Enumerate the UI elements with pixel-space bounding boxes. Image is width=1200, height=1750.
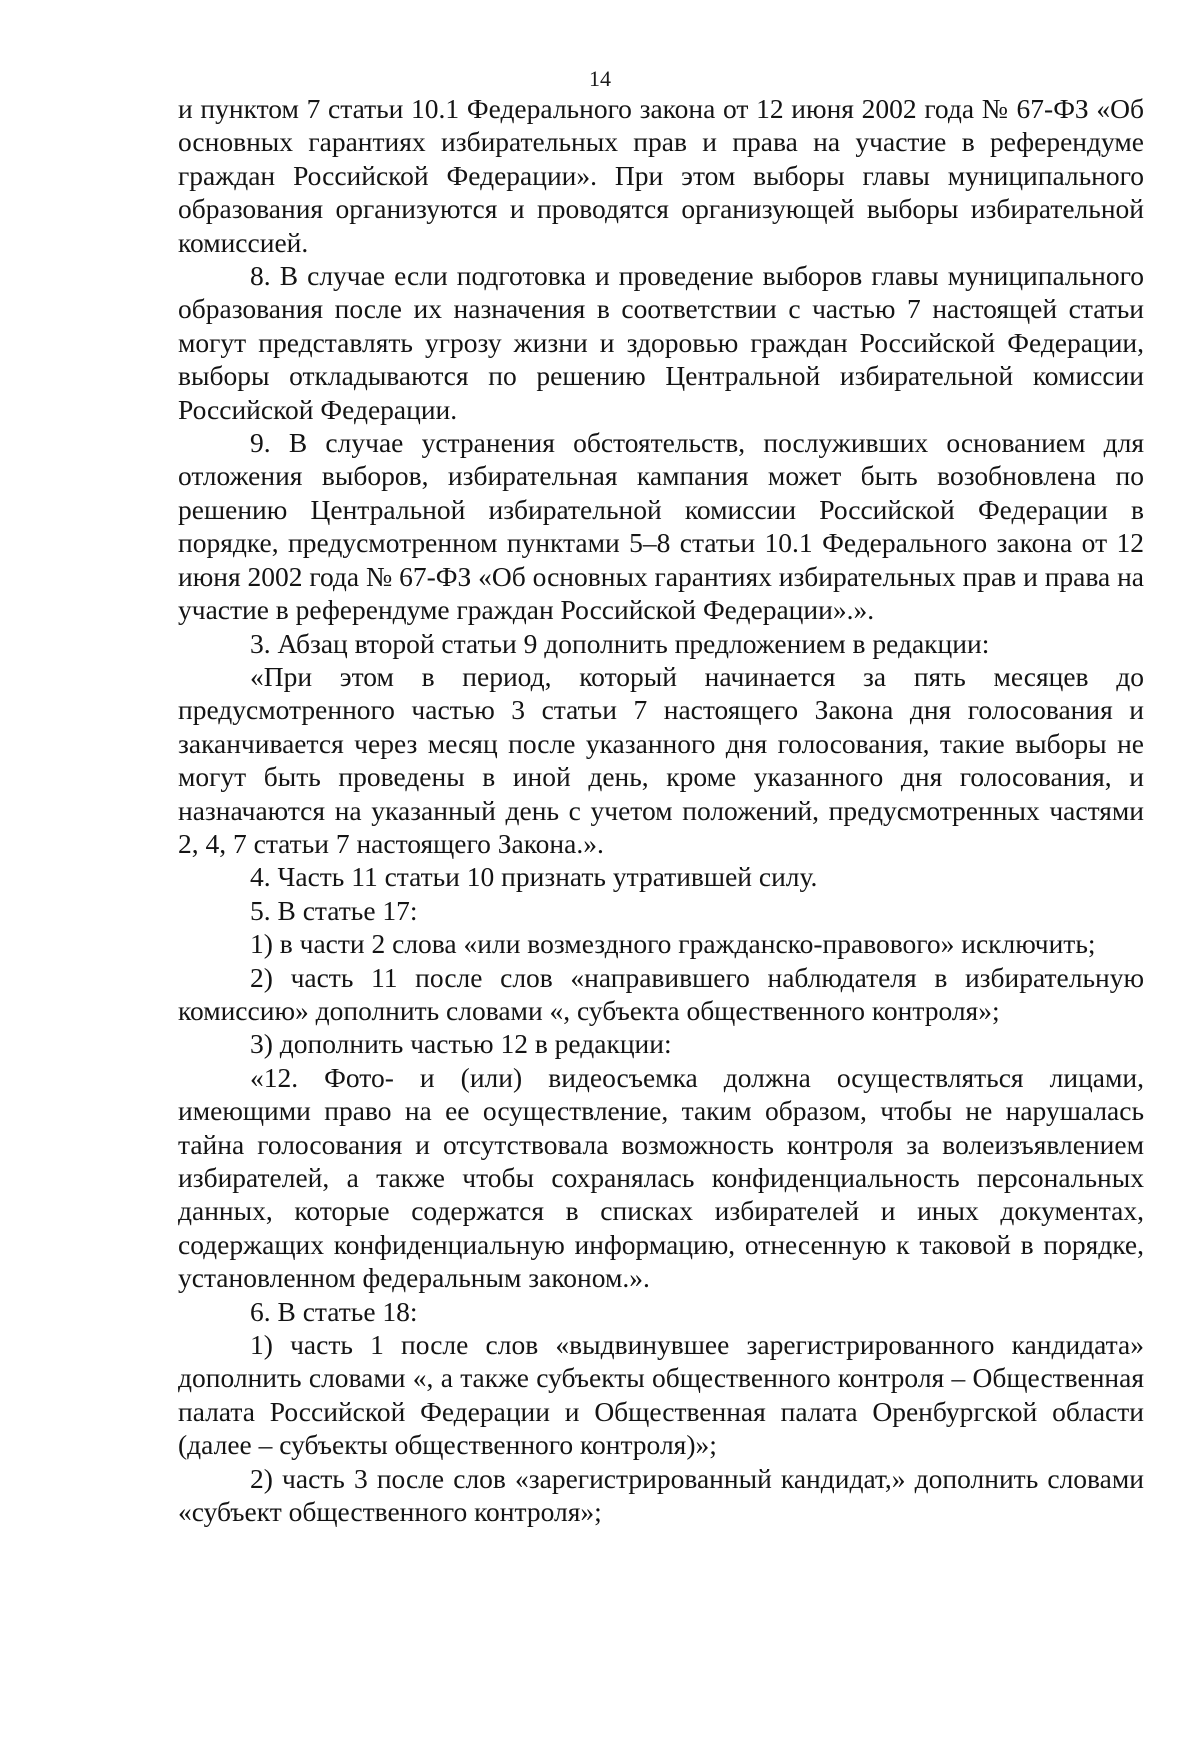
paragraph-item-5: 5. В статье 17:: [250, 894, 418, 926]
paragraph-subitem-5-3: 3) дополнить частью 12 в редакции:: [250, 1028, 672, 1060]
paragraph-continuation: и пунктом 7 статьи 10.1 Федерального закона от 12 июня 2002 года № 67-ФЗ «Об основных гарантиях избирательных прав и права на участие в референдуме граждан Российской Федерации». При этом выборы главы муниципального образования организуются и проводятся организующей выборы избирательной комиссией.: [178, 93, 1144, 258]
paragraph-item-3: 3. Абзац второй статьи 9 дополнить предложением в редакции:: [250, 627, 990, 659]
paragraph-quote-article-9: «При этом в период, который начинается за пять месяцев до предусмотренного частью 3 статьи 7 настоящего Закона дня голосования и заканчивается через месяц после указанного дня голосования, такие выборы не могут быть проведены в иной день, кроме указанного дня голосования, и назначаются на указанный день с учетом положений, предусмотренных частями 2, 4, 7 статьи 7 настоящего Закона.».: [178, 660, 1144, 859]
paragraph-subitem-6-2: 2) часть 3 после слов «зарегистрированный кандидат,» дополнить словами «субъект общественного контроля»;: [178, 1462, 1144, 1528]
paragraph-item-4: 4. Часть 11 статьи 10 признать утратившей силу.: [250, 861, 818, 893]
paragraph-subitem-5-1: 1) в части 2 слова «или возмездного гражданско-правового» исключить;: [250, 928, 1096, 960]
paragraph-item-8: 8. В случае если подготовка и проведение выборов главы муниципального образования после их назначения в соответствии с частью 7 настоящей статьи могут представлять угрозу жизни и здоровью граждан Российской Федерации, выборы откладываются по решению Центральной избирательной комиссии Российской Федерации.: [178, 260, 1144, 425]
page-number: 14: [589, 66, 611, 91]
paragraph-subitem-5-2: 2) часть 11 после слов «направившего наблюдателя в избирательную комиссию» дополнить словами «, субъекта общественного контроля»;: [178, 961, 1144, 1026]
paragraph-quote-part-12: «12. Фото- и (или) видеосъемка должна осуществляться лицами, имеющими право на ее осуществление, таким образом, чтобы не нарушалась тайна голосования и отсутствовала возможность контроля за волеизъявлением избирателей, а также чтобы сохранялась конфиденциальность персональных данных, которые содержатся в списках избирателей и иных документах, содержащих конфиденциальную информацию, отнесенную к таковой в порядке, установленном федеральным законом.».: [178, 1061, 1144, 1294]
paragraph-item-9: 9. В случае устранения обстоятельств, послуживших основанием для отложения выборов, избирательная кампания может быть возобновлена по решению Центральной избирательной комиссии Российской Федерации в порядке, предусмотренном пунктами 5–8 статьи 10.1 Федерального закона от 12 июня 2002 года № 67-ФЗ «Об основных гарантиях избирательных прав и права на участие в референдуме граждан Российской Федерации».».: [178, 427, 1144, 626]
document-body: [178, 92, 1144, 1528]
paragraph-item-6: 6. В статье 18:: [250, 1295, 418, 1327]
paragraph-subitem-6-1: 1) часть 1 после слов «выдвинувшее зарегистрированного кандидата» дополнить словами «, а также субъекты общественного контроля – Общественная палата Российской Федерации и Общественная палата Оренбургской области (далее – субъекты общественного контроля)»;: [178, 1329, 1144, 1461]
